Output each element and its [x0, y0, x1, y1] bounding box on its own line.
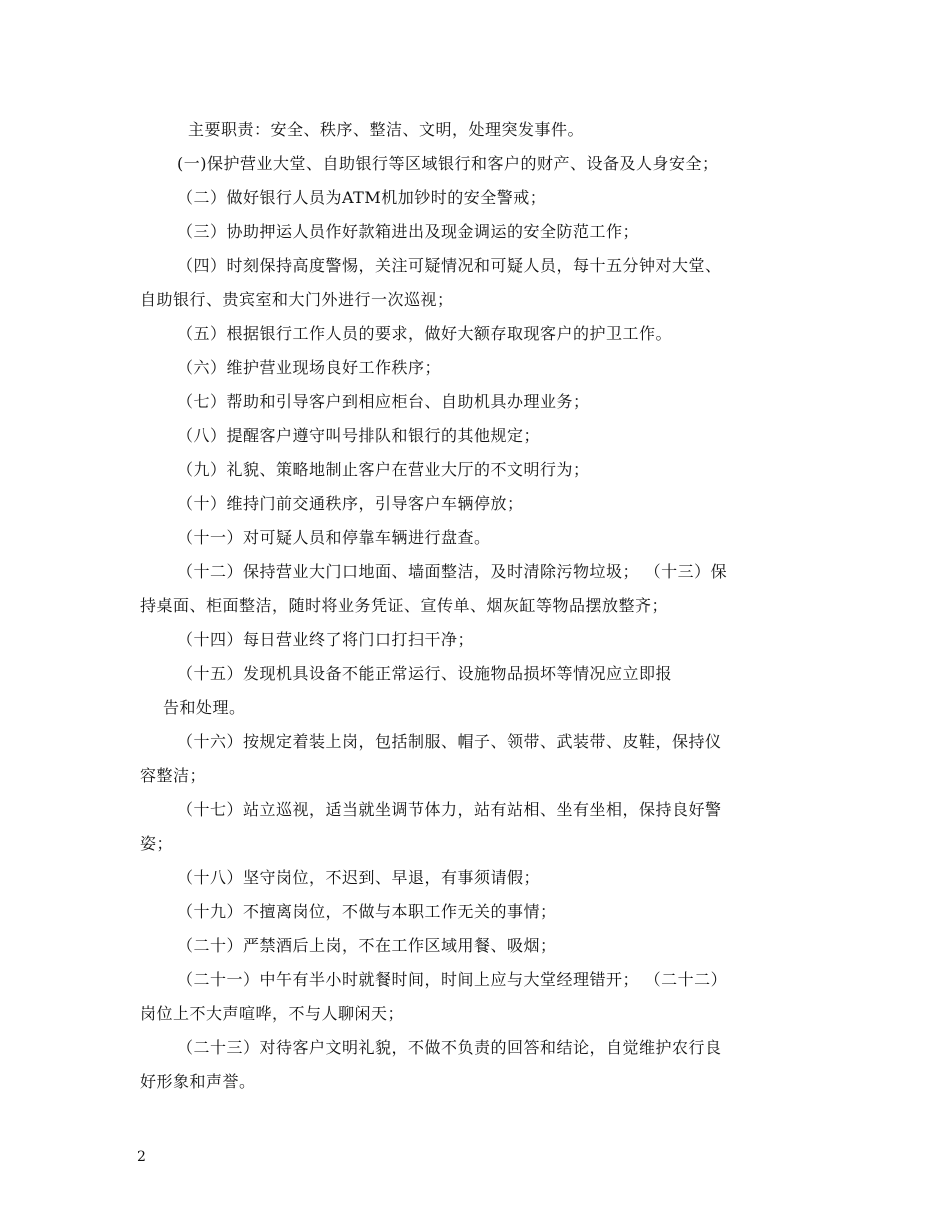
text-line: （十四）每日营业终了将门口打扫干净； [177, 630, 475, 649]
text-line: （四）时刻保持高度警惕，关注可疑情况和可疑人员，每十五分钟对大堂、 [177, 256, 722, 275]
text-line: 容整洁； [140, 766, 207, 785]
text-line: （八）提醒客户遵守叫号排队和银行的其他规定； [177, 426, 541, 445]
text-line: 告和处理。 [163, 698, 246, 717]
text-line: （二十一）中午有半小时就餐时间，时间上应与大堂经理错开； （二十二） [177, 970, 728, 989]
text-line: 持桌面、柜面整洁，随时将业务凭证、宣传单、烟灰缸等物品摆放整齐； [140, 596, 669, 615]
text-line: 岗位上不大声喧哗，不与人聊闲天； [140, 1004, 405, 1023]
text-line: （三）协助押运人员作好款箱进出及现金调运的安全防范工作； [177, 222, 640, 241]
text-line: （七）帮助和引导客户到相应柜台、自助机具办理业务； [177, 392, 590, 411]
page-number: 2 [137, 1149, 146, 1165]
text-line: (一)保护营业大堂、自助银行等区域银行和客户的财产、设备及人身安全； [177, 154, 719, 173]
text-line: （十八）坚守岗位，不迟到、早退，有事须请假； [177, 868, 541, 887]
text-line: （十六）按规定着装上岗，包括制服、帽子、领带、武装带、皮鞋，保持仪 [177, 732, 722, 751]
text-line: 自助银行、贵宾室和大门外进行一次巡视； [140, 290, 454, 309]
text-line: （九）礼貌、策略地制止客户在营业大厅的不文明行为； [177, 460, 590, 479]
main-duties-line: 主要职责：安全、秩序、整洁、文明，处理突发事件。 [188, 120, 585, 139]
text-line: （二十三）对待客户文明礼貌，不做不负责的回答和结论，自觉维护农行良 [177, 1038, 722, 1057]
text-line: 姿； [140, 834, 174, 853]
text-line: （六）维护营业现场良好工作秩序； [177, 358, 442, 377]
text-line: （二十）严禁酒后上岗，不在工作区域用餐、吸烟； [177, 936, 557, 955]
text-line: （十九）不擅离岗位，不做与本职工作无关的事情； [177, 902, 557, 921]
text-line: （十一）对可疑人员和停靠车辆进行盘查。 [177, 528, 491, 547]
text-line: 好形象和声誉。 [140, 1072, 256, 1091]
text-line: （十）维持门前交通秩序，引导客户车辆停放； [177, 494, 524, 513]
text-line: （五）根据银行工作人员的要求，做好大额存取现客户的护卫工作。 [177, 324, 673, 343]
text-line: （十五）发现机具设备不能正常运行、设施物品损坏等情况应立即报 [177, 664, 673, 683]
text-line: （十七）站立巡视，适当就坐调节体力，站有站相、坐有坐相，保持良好警 [177, 800, 722, 819]
text-line: （十二）保持营业大门口地面、墙面整洁，及时清除污物垃圾； （十三）保 [177, 562, 728, 581]
text-line: （二）做好银行人员为ATM机加钞时的安全警戒； [177, 188, 547, 207]
